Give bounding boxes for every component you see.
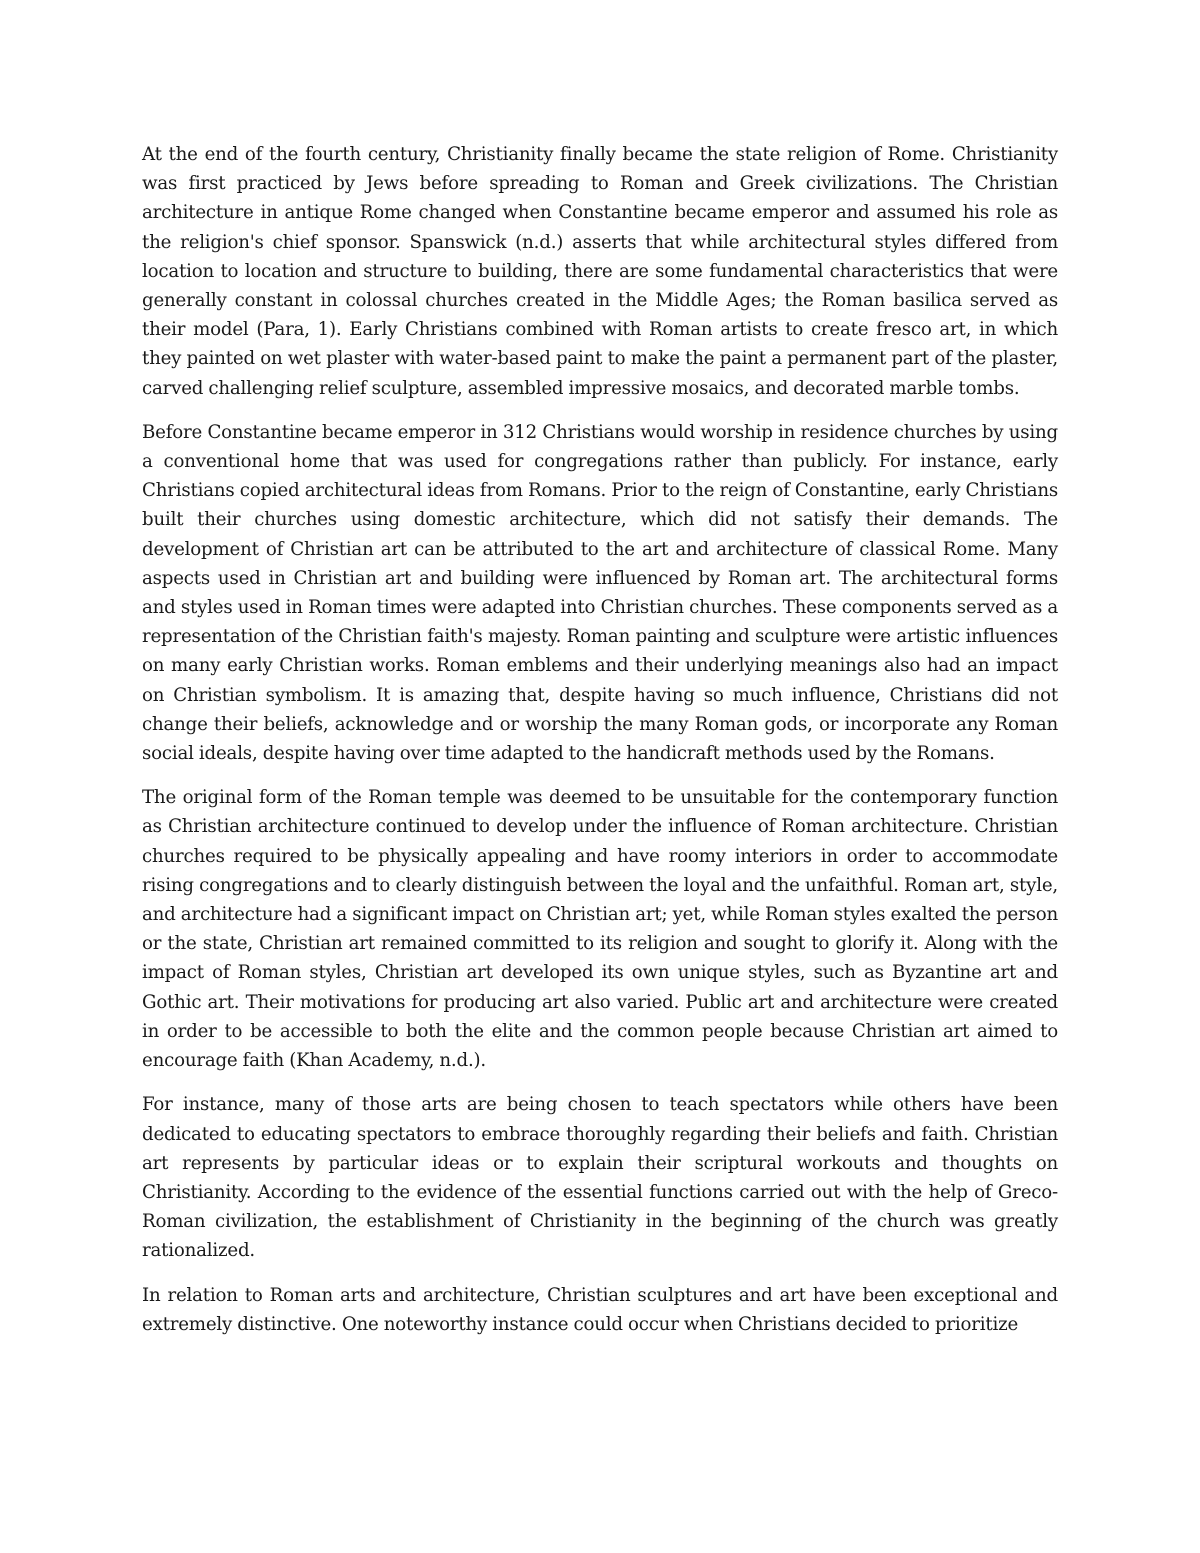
paragraph-5: In relation to Roman arts and architecture, Christian sculptures and art have been exceptional and extremely distinctive. One noteworthy instance could occur when Christians decided to prioritize: [142, 1284, 1058, 1335]
paragraph-2: Before Constantine became emperor in 312 Christians would worship in residence churches by using a conventional home that was used for congregations rather than publicly. For instance, early Christians copied architectural ideas from Romans. Prior to the reign of Constantine, early Christians built their churches using domestic architecture, which did not satisfy their demands. The development of Christian art can be attributed to the art and architecture of classical Rome. Many aspects used in Christian art and building were influenced by Roman art. The architectural forms and styles used in Roman times were adapted into Christian churches. These components served as a representation of the Christian faith's majesty. Roman painting and sculpture were artistic influences on many early Christian works. Roman emblems and their underlying meanings also had an impact on Christian symbolism. It is amazing that, despite having so much influence, Christians did not change their beliefs, acknowledge and or worship the many Roman gods, or incorporate any Roman social ideals, despite having over time adapted to the handicraft methods used by the Romans.: [142, 421, 1058, 765]
paragraph-4: For instance, many of those arts are being chosen to teach spectators while others have been dedicated to educating spectators to embrace thoroughly regarding their beliefs and faith. Christian art represents by particular ideas or to explain their scriptural workouts and thoughts on Christianity. According to the evidence of the essential functions carried out with the help of Greco-Roman civilization, the establishment of Christianity in the beginning of the church was greatly rationalized.: [142, 1094, 1058, 1262]
paragraph-1: At the end of the fourth century, Christianity finally became the state religion of Rome. Christianity was first practiced by Jews before spreading to Roman and Greek civilizations. The Christian architecture in antique Rome changed when Constantine became emperor and assumed his role as the religion's chief sponsor. Spanswick (n.d.) asserts that while architectural styles differed from location to location and structure to building, there are some fundamental characteristics that were generally constant in colossal churches created in the Middle Ages; the Roman basilica served as their model (Para, 1). Early Christians combined with Roman artists to create fresco art, in which they painted on wet plaster with water-based paint to make the paint a permanent part of the plaster, carved challenging relief sculpture, assembled impressive mosaics, and decorated marble tombs.: [142, 144, 1058, 399]
document-body: [142, 140, 1058, 1354]
paragraph-3: The original form of the Roman temple was deemed to be unsuitable for the contemporary function as Christian architecture continued to develop under the influence of Roman architecture. Christian churches required to be physically appealing and have roomy interiors in order to accommodate rising congregations and to clearly distinguish between the loyal and the unfaithful. Roman art, style, and architecture had a significant impact on Christian art; yet, while Roman styles exalted the person or the state, Christian art remained committed to its religion and sought to glorify it. Along with the impact of Roman styles, Christian art developed its own unique styles, such as Byzantine art and Gothic art. Their motivations for producing art also varied. Public art and architecture were created in order to be accessible to both the elite and the common people because Christian art aimed to encourage faith (Khan Academy, n.d.).: [142, 787, 1058, 1072]
